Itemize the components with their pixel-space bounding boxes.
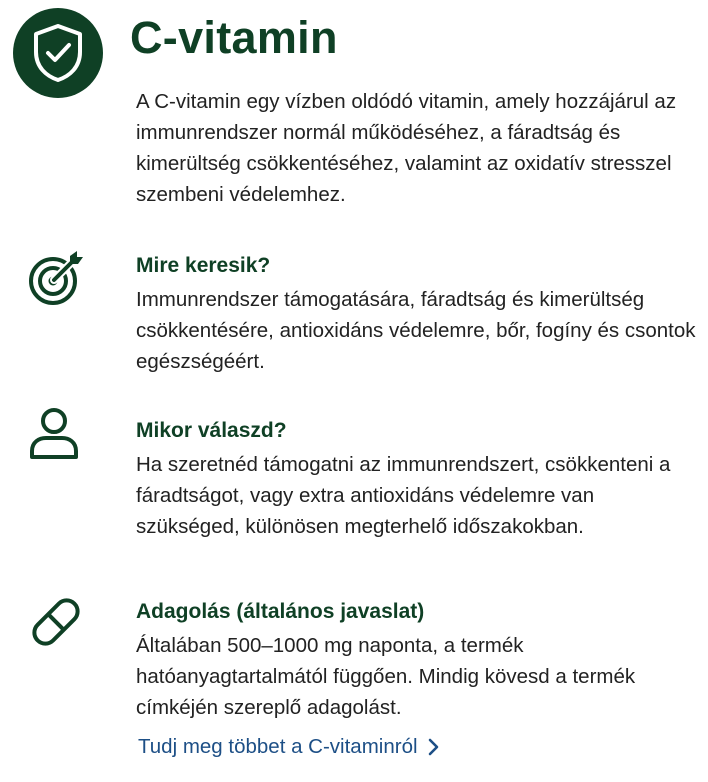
section-body: Általában 500–1000 mg naponta, a termék hatóanyagtartalmától függően. Mindig kövesd a termék címkéjén szereplő adagolást. [136, 634, 636, 719]
section-heading: Mire keresik? [136, 254, 271, 277]
section-heading: Mikor válaszd? [136, 419, 287, 442]
section-body: Ha szeretnéd támogatni az immunrendszert, csökkenteni a fáradtságot, vagy extra antioxidáns védelemre van szükséged, különösen megterhelő időszakokban. [136, 453, 671, 538]
person-icon [26, 405, 86, 465]
shield-check-icon [30, 22, 86, 84]
intro-text: A C-vitamin egy vízben oldódó vitamin, amely hozzájárul az immunrendszer normál működéséhez, a fáradtság és kimerültség csökkentéséhez, valamint az oxidatív stresszel szembeni védelemhez. [136, 90, 677, 206]
capsule-icon [26, 592, 86, 652]
chevron-right-icon [428, 738, 440, 756]
section-heading: Adagolás (általános javaslat) [136, 600, 425, 623]
section-body: Immunrendszer támogatására, fáradtság és kimerültség csökkentésére, antioxidáns védelemre, bőr, fogíny és csontok egészségéért. [136, 288, 696, 373]
page-title: C-vitamin [130, 12, 338, 63]
learn-more-label: Tudj meg többet a C-vitaminról [138, 735, 418, 758]
learn-more-link[interactable] [138, 735, 440, 759]
shield-check-badge [13, 8, 103, 98]
target-icon [26, 248, 86, 308]
